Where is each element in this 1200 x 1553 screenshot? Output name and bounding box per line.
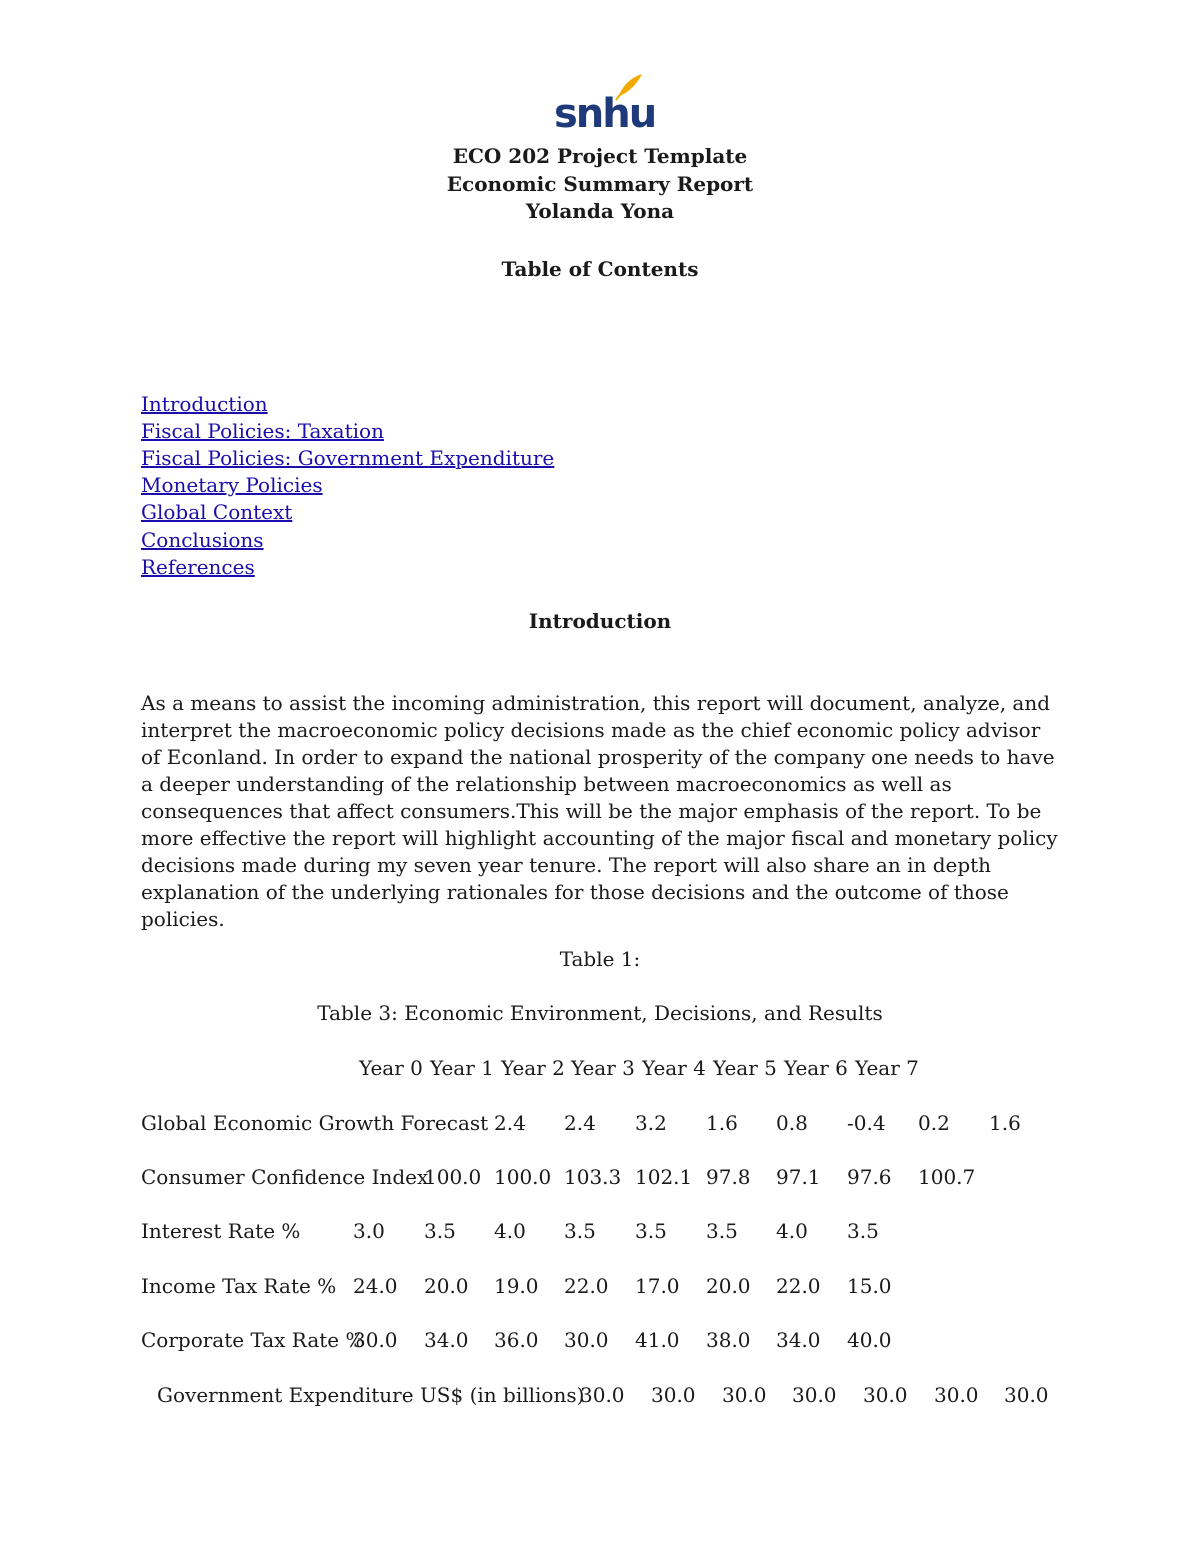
- table-caption: Table 3: Economic Environment, Decisions, and Results: [317, 1001, 883, 1025]
- table-cell: 2.4: [494, 1111, 526, 1135]
- table-cell: 3.5: [706, 1219, 738, 1243]
- table-cell: 30.0: [722, 1383, 767, 1407]
- year-header: Year 2: [501, 1056, 565, 1080]
- author-name: Yolanda Yona: [525, 199, 675, 223]
- table-cell: 3.5: [564, 1219, 596, 1243]
- year-header: Year 1: [430, 1056, 494, 1080]
- table-cell: 97.1: [776, 1165, 821, 1189]
- table-cell: 3.5: [635, 1219, 667, 1243]
- logo-text: snhu: [554, 91, 656, 137]
- table-cell: 103.3: [564, 1165, 622, 1189]
- table-cell: 30.0: [1004, 1383, 1049, 1407]
- table-cell: 34.0: [424, 1328, 469, 1352]
- table-row-label: Global Economic Growth Forecast: [141, 1111, 489, 1135]
- table-cell: 20.0: [706, 1274, 751, 1298]
- table-cell: 36.0: [494, 1328, 539, 1352]
- table-cell: 3.5: [847, 1219, 879, 1243]
- table-cell: 97.8: [706, 1165, 751, 1189]
- table-cell: 30.0: [353, 1328, 398, 1352]
- toc-link-global-context[interactable]: Global Context: [141, 500, 293, 524]
- table-cell: 0.2: [918, 1111, 950, 1135]
- introduction-paragraph: As a means to assist the incoming administration, this report will document, analyze, and interpret the macroeconomic policy decisions made as the chief economic policy advisor of Econland. In order to expand the national prosperity of the company one needs to have a deeper understanding of the relationship between macroeconomics as well as consequences that affect consumers.This will be the major emphasis of the report. To be more effective the report will highlight accounting of the major fiscal and monetary policy decisions made during my seven year tenure. The report will also share an in depth explanation of the underlying rationales for those decisions and the outcome of those policies.: [141, 691, 1058, 931]
- table-cell: 4.0: [776, 1219, 808, 1243]
- year-header: Year 7: [855, 1056, 919, 1080]
- table-cell: 34.0: [776, 1328, 821, 1352]
- table-cell: 30.0: [580, 1383, 625, 1407]
- table-cell: 1.6: [706, 1111, 738, 1135]
- table-label: Table 1:: [559, 947, 641, 971]
- table-cell: 4.0: [494, 1219, 526, 1243]
- year-header: Year 5: [713, 1056, 777, 1080]
- toc-link-taxation[interactable]: Fiscal Policies: Taxation: [141, 419, 384, 443]
- table-cell: 38.0: [706, 1328, 751, 1352]
- table-cell: 0.8: [776, 1111, 808, 1135]
- table-cell: 3.5: [424, 1219, 456, 1243]
- table-cell: 97.6: [847, 1165, 892, 1189]
- document-title: ECO 202 Project Template: [452, 144, 748, 168]
- year-header: Year 3: [571, 1056, 635, 1080]
- toc-link-conclusions[interactable]: Conclusions: [141, 528, 264, 552]
- snhu-logo: [554, 72, 656, 137]
- table-cell: 15.0: [847, 1274, 892, 1298]
- table-cell: 30.0: [792, 1383, 837, 1407]
- year-header: Year 6: [784, 1056, 848, 1080]
- table-cell: 30.0: [934, 1383, 979, 1407]
- table-cell: 3.0: [353, 1219, 385, 1243]
- introduction-heading: Introduction: [528, 609, 672, 633]
- year-header: Year 0: [359, 1056, 423, 1080]
- document-subtitle: Economic Summary Report: [446, 172, 754, 196]
- table-cell: 24.0: [353, 1274, 398, 1298]
- table-cell: 22.0: [564, 1274, 609, 1298]
- toc-title: Table of Contents: [501, 257, 699, 281]
- table-cell: 102.1: [635, 1165, 693, 1189]
- table-cell: 40.0: [847, 1328, 892, 1352]
- table-cell: -0.4: [847, 1111, 886, 1135]
- table-row-label: Corporate Tax Rate %: [141, 1328, 365, 1352]
- table-cell: 22.0: [776, 1274, 821, 1298]
- table-cell: 100.0: [424, 1165, 482, 1189]
- table-cell: 17.0: [635, 1274, 680, 1298]
- table-cell: 1.6: [989, 1111, 1021, 1135]
- table-row-label: Income Tax Rate %: [141, 1274, 337, 1298]
- table-cell: 3.2: [635, 1111, 667, 1135]
- toc-link-introduction[interactable]: Introduction: [141, 392, 268, 416]
- toc-link-government-expenditure[interactable]: Fiscal Policies: Government Expenditure: [141, 446, 555, 470]
- table-row-label: Government Expenditure US$ (in billions): [157, 1383, 585, 1407]
- table-cell: 30.0: [651, 1383, 696, 1407]
- table-cell: 20.0: [424, 1274, 469, 1298]
- table-row-label: Consumer Confidence Index: [141, 1165, 429, 1189]
- table-cell: 100.0: [494, 1165, 552, 1189]
- year-header: Year 4: [642, 1056, 706, 1080]
- table-cell: 30.0: [564, 1328, 609, 1352]
- table-cell: 100.7: [918, 1165, 976, 1189]
- table-cell: 19.0: [494, 1274, 539, 1298]
- toc-link-monetary-policies[interactable]: Monetary Policies: [141, 473, 323, 497]
- table-row-label: Interest Rate %: [141, 1219, 301, 1243]
- table-cell: 41.0: [635, 1328, 680, 1352]
- table-cell: 2.4: [564, 1111, 596, 1135]
- toc-link-references[interactable]: References: [141, 555, 255, 579]
- table-cell: 30.0: [863, 1383, 908, 1407]
